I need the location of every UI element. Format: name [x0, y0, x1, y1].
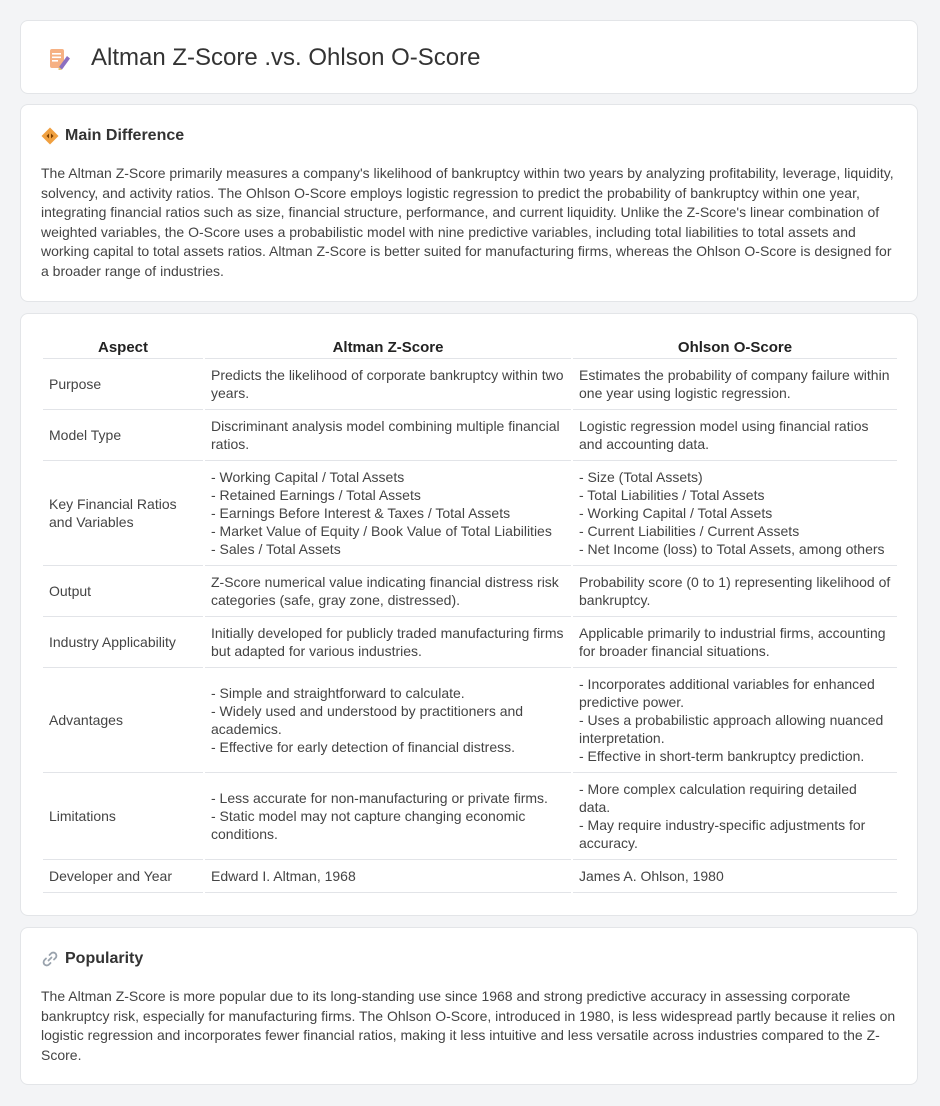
cell-line: Estimates the probability of company failure within one year using logistic regression.	[579, 367, 890, 401]
cell-aspect: Advantages	[43, 668, 203, 773]
popularity-title: Popularity	[65, 950, 144, 967]
cell-ohlson	[573, 617, 897, 668]
cell-line: - Net Income (loss) to Total Assets, among others	[579, 541, 885, 557]
cell-line: - Retained Earnings / Total Assets	[211, 487, 421, 503]
table-row	[43, 566, 897, 617]
cell-aspect: Industry Applicability	[43, 617, 203, 668]
cell-line: - Earnings Before Interest & Taxes / Total Assets	[211, 505, 511, 521]
main-difference-heading	[41, 127, 184, 145]
cell-line: Edward I. Altman, 1968	[211, 868, 356, 884]
cell-line: - Incorporates additional variables for enhanced predictive power.	[579, 676, 875, 710]
cell-altman	[205, 617, 571, 668]
table-row	[43, 617, 897, 668]
cell-ohlson	[573, 860, 897, 893]
cell-aspect: Purpose	[43, 359, 203, 410]
main-difference-text: The Altman Z-Score primarily measures a company's likelihood of bankruptcy within two years by analyzing profitability, leverage, liquidity, solvency, and activity ratios. The Ohlson O-Score employs logistic regression to predict the probability of bankruptcy within one year, integrating financial ratios such as size, financial structure, performance, and current liquidity. Unlike the Z-Score's linear combination of weighted variables, the O-Score uses a probabilistic model with nine predictive variables, including total liabilities to total assets and working capital to total assets ratios. Altman Z-Score is better suited for manufacturing firms, whereas the Ohlson O-Score is designed for a broader range of industries.	[41, 165, 894, 279]
cell-line: Initially developed for publicly traded manufacturing firms but adapted for various industries.	[211, 625, 564, 659]
comparison-table-card	[20, 313, 918, 916]
cell-ohlson	[573, 668, 897, 773]
cell-line: Predicts the likelihood of corporate bankruptcy within two years.	[211, 367, 564, 401]
cell-line: - Static model may not capture changing economic conditions.	[211, 808, 526, 842]
comparison-table	[41, 336, 899, 893]
cell-altman	[205, 668, 571, 773]
document-pencil-icon	[47, 47, 71, 71]
popularity-card	[20, 927, 918, 1085]
cell-line: - Working Capital / Total Assets	[211, 469, 405, 485]
cell-line: Discriminant analysis model combining multiple financial ratios.	[211, 418, 560, 452]
cell-line: - Current Liabilities / Current Assets	[579, 523, 800, 539]
cell-line: Applicable primarily to industrial firms, accounting for broader financial situations.	[579, 625, 886, 659]
popularity-text: The Altman Z-Score is more popular due to its long-standing use since 1968 and strong predictive accuracy in assessing corporate bankruptcy risk, especially for manufacturing firms. The Ohlson O-Score, introduced in 1980, is less widespread partly because it relies on logistic regression and incorporates fewer financial ratios, making it less intuitive and less versatile across industries compared to the Z-Score.	[41, 988, 896, 1063]
cell-altman	[205, 566, 571, 617]
cell-line: - Less accurate for non-manufacturing or private firms.	[211, 790, 548, 806]
cell-line: - Size (Total Assets)	[579, 469, 703, 485]
link-icon	[41, 950, 59, 968]
cell-ohlson	[573, 566, 897, 617]
cell-aspect: Output	[43, 566, 203, 617]
cell-line: - Working Capital / Total Assets	[579, 505, 773, 521]
table-header-row	[43, 336, 897, 359]
cell-line: - Effective in short-term bankruptcy prediction.	[579, 748, 865, 764]
cell-aspect: Key Financial Ratios and Variables	[43, 461, 203, 566]
cell-altman	[205, 773, 571, 860]
cell-line: - May require industry-specific adjustments for accuracy.	[579, 817, 866, 851]
header-altman: Altman Z-Score	[205, 336, 571, 359]
cell-line: - Uses a probabilistic approach allowing nuanced interpretation.	[579, 712, 884, 746]
cell-line: Z-Score numerical value indicating financial distress risk categories (safe, gray zone, distressed).	[211, 574, 559, 608]
cell-aspect: Model Type	[43, 410, 203, 461]
cell-line: - More complex calculation requiring detailed data.	[579, 781, 857, 815]
table-row	[43, 461, 897, 566]
cell-ohlson	[573, 461, 897, 566]
cell-altman	[205, 461, 571, 566]
diamond-arrows-icon	[41, 127, 59, 145]
cell-line: - Sales / Total Assets	[211, 541, 341, 557]
table-row	[43, 773, 897, 860]
cell-aspect: Limitations	[43, 773, 203, 860]
cell-ohlson	[573, 773, 897, 860]
cell-line: James A. Ohlson, 1980	[579, 868, 724, 884]
table-row	[43, 860, 897, 893]
main-difference-title: Main Difference	[65, 127, 185, 144]
cell-ohlson	[573, 410, 897, 461]
cell-line: Logistic regression model using financial ratios and accounting data.	[579, 418, 869, 452]
table-row	[43, 668, 897, 773]
page-title: Altman Z-Score .vs. Ohlson O-Score	[91, 44, 481, 71]
header-card	[20, 20, 918, 94]
cell-line: - Market Value of Equity / Book Value of Total Liabilities	[211, 523, 552, 539]
cell-line: - Widely used and understood by practitioners and academics.	[211, 703, 524, 737]
cell-line: - Simple and straightforward to calculate.	[211, 685, 465, 701]
cell-line: Probability score (0 to 1) representing likelihood of bankruptcy.	[579, 574, 891, 608]
table-row	[43, 359, 897, 410]
header-aspect: Aspect	[43, 336, 203, 359]
table-row	[43, 410, 897, 461]
main-difference-card	[20, 104, 918, 302]
header-ohlson: Ohlson O-Score	[573, 336, 897, 359]
cell-altman	[205, 410, 571, 461]
cell-ohlson	[573, 359, 897, 410]
cell-line: - Total Liabilities / Total Assets	[579, 487, 765, 503]
popularity-heading	[41, 950, 143, 968]
cell-altman	[205, 359, 571, 410]
cell-aspect: Developer and Year	[43, 860, 203, 893]
cell-line: - Effective for early detection of financial distress.	[211, 739, 515, 755]
cell-altman	[205, 860, 571, 893]
